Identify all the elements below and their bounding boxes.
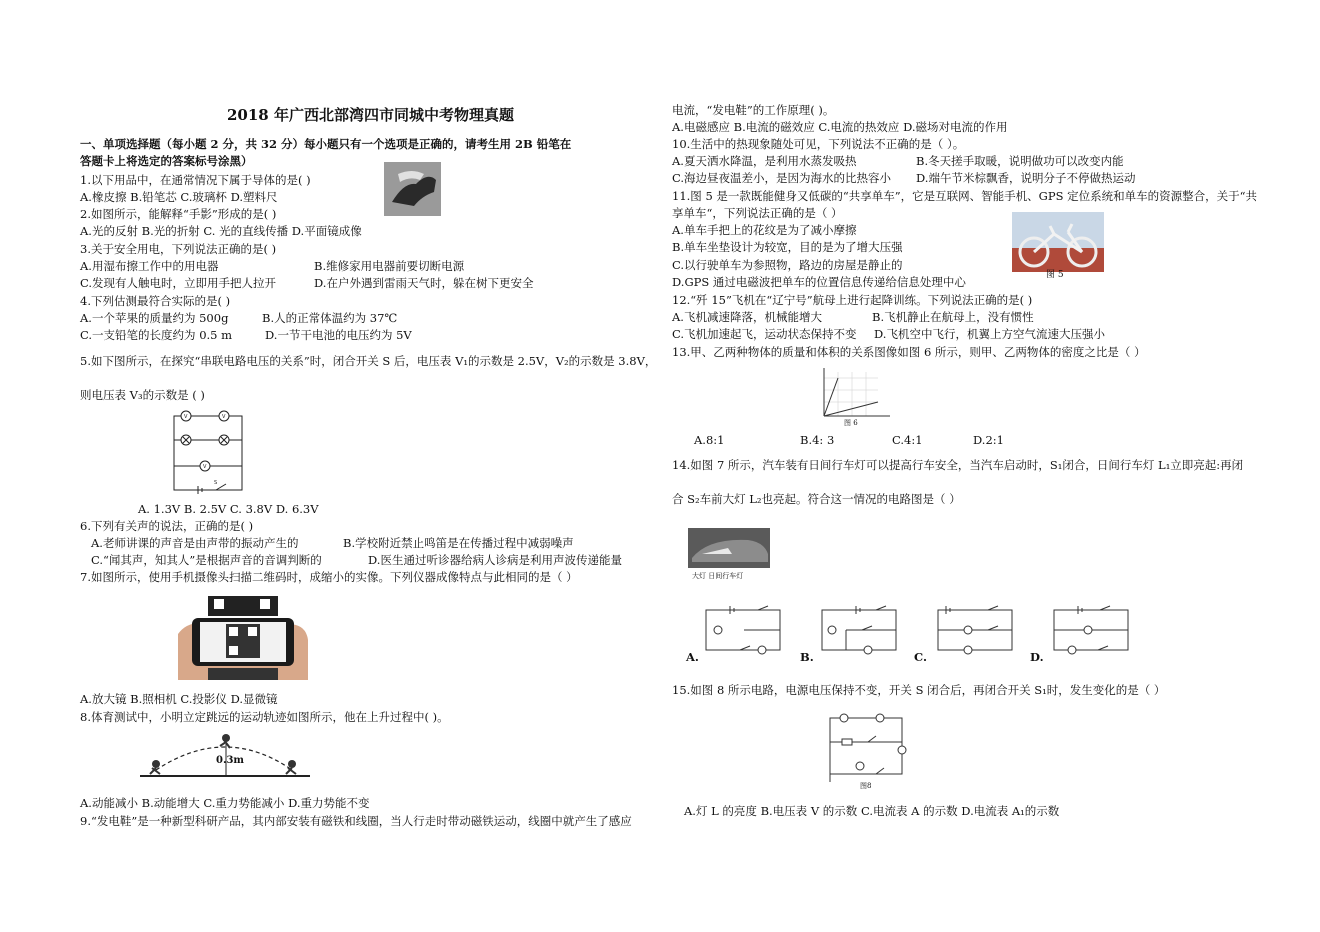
q10-stem: 10.生活中的热现象随处可见，下列说法不正确的是（ ）。: [672, 137, 965, 151]
q11-option-b: B.单车坐垫设计为较宽，目的是为了增大压强: [672, 240, 903, 254]
circuit-option-c: [932, 602, 1018, 656]
q5-options: A. 1.3V B. 2.5V C. 3.8V D. 6.3V: [138, 502, 319, 516]
q12-option-b: B.飞机静止在航母上，没有惯性: [872, 310, 1034, 324]
q11-stem-cont: 享单车“，下列说法正确的是（ ）: [672, 206, 843, 220]
q13-option-a: A.8:1: [694, 433, 725, 447]
exam-title: 2018 年广西北部湾四市同城中考物理真题: [227, 106, 514, 124]
section-heading-cont: 答题卡上将选定的答案标号涂黑）: [80, 154, 253, 168]
q6-stem: 6.下列有关声的说法，正确的是( ): [80, 519, 254, 533]
q14-stem-cont: 合 S₂车前大灯 L₂也亮起。符合这一情况的电路图是（ ）: [672, 492, 961, 506]
q14-option-c-label: C.: [914, 650, 927, 664]
q15-stem: 15.如图 8 所示电路，电源电压保持不变，开关 S 闭合后，再闭合开关 S₁时，发生变化的是（ ）: [672, 683, 1166, 697]
q10-option-c: C.海边昼夜温差小，是因为海水的比热容小: [672, 171, 892, 185]
q3-option-b: B.维修家用电器前要切断电源: [314, 259, 465, 273]
q13-option-b: B.4: 3: [800, 433, 835, 447]
circuit-option-a: [700, 602, 786, 656]
q9-stem-cont: 电流，“发电鞋”的工作原理( )。: [672, 103, 835, 117]
q3-option-c: C.发现有人触电时，立即用手把人拉开: [80, 276, 277, 290]
q11-stem: 11.图 5 是一款既能健身又低碳的“共享单车”，它是互联网、智能手机、GPS 定位系统和单车的资源整合，关于“共: [672, 189, 1258, 203]
q5-stem-cont: 则电压表 V₃的示数是 ( ): [80, 388, 205, 402]
q3-option-d: D.在户外遇到雷雨天气时，躲在树下更安全: [314, 276, 534, 290]
q4-option-b: B.人的正常体温约为 37℃: [262, 311, 398, 325]
q14-option-a-label: A.: [686, 650, 699, 664]
q11-option-a: A.单车手把上的花纹是为了减小摩擦: [672, 223, 857, 237]
q7-stem: 7.如图所示，使用手机摄像头扫描二维码时，成缩小的实像。下列仪器成像特点与此相同的是（ ）: [80, 570, 578, 584]
q12-option-c: C.飞机加速起飞，运动状态保持不变: [672, 327, 857, 341]
circuit-option-b: [816, 602, 902, 656]
q2-stem: 2.如图所示，能解释“手影”形成的是( ): [80, 207, 277, 221]
hand-shadow-photo: [384, 162, 441, 216]
series-circuit-diagram: [168, 408, 248, 496]
q10-option-a: A.夏天洒水降温，是利用水蒸发吸热: [672, 154, 857, 168]
section-heading: 一、单项选择题（每小题 2 分，共 32 分）每小题只有一个选项是正确的，请考生用 2B 铅笔在: [80, 137, 572, 151]
q9-options: A.电磁感应 B.电流的磁效应 C.电流的热效应 D.磁场对电流的作用: [672, 120, 1008, 134]
fig5-caption: 图 5: [1046, 270, 1064, 280]
q6-option-b: B.学校附近禁止鸣笛是在传播过程中减弱噪声: [343, 536, 574, 550]
q3-stem: 3.关于安全用电，下列说法正确的是( ): [80, 242, 277, 256]
q5-stem: 5.如下图所示，在探究“串联电路电压的关系”时，闭合开关 S 后，电压表 V₁的示数是 2.5V，V₂的示数是 3.8V，: [80, 354, 657, 368]
q2-options: A.光的反射 B.光的折射 C. 光的直线传播 D.平面镜成像: [80, 224, 362, 238]
q12-option-d: D.飞机空中飞行，机翼上方空气流速大压强小: [874, 327, 1105, 341]
fig8-circuit-diagram: [826, 710, 910, 786]
fig6-caption: 图 6: [844, 419, 858, 427]
q1-options: A.橡皮擦 B.铅笔芯 C.玻璃杯 D.塑料尺: [80, 190, 278, 204]
q15-options: A.灯 L 的亮度 B.电压表 V 的示数 C.电流表 A 的示数 D.电流表 A₁的示数: [684, 804, 1060, 818]
q8-options: A.动能减小 B.动能增大 C.重力势能减小 D.重力势能不变: [80, 796, 370, 810]
q11-option-c: C.以行驶单车为参照物，路边的房屋是静止的: [672, 258, 903, 272]
q10-option-d: D.端午节米棕飘香，说明分子不停做热运动: [916, 171, 1136, 185]
q13-option-d: D.2:1: [973, 433, 1004, 447]
svg-text:V: V: [222, 414, 226, 420]
svg-text:V: V: [184, 414, 188, 420]
q13-option-c: C.4:1: [892, 433, 923, 447]
q4-option-a: A.一个苹果的质量约为 500g: [80, 311, 229, 325]
svg-text:S: S: [214, 480, 218, 486]
q13-stem: 13.甲、乙两种物体的质量和体积的关系图像如图 6 所示，则甲、乙两物体的密度之比是（ ）: [672, 345, 1146, 359]
q11-option-d: D.GPS 通过电磁波把单车的位置信息传递给信息处理中心: [672, 275, 966, 289]
q14-stem: 14.如图 7 所示，汽车装有日间行车灯可以提高行车安全，当汽车启动时，S₁闭合，日间行车灯 L₁立即亮起:再闭: [672, 458, 1244, 472]
car-headlight-photo: [688, 528, 770, 576]
q8-stem: 8.体育测试中，小明立定跳远的运动轨迹如图所示，他在上升过程中( )。: [80, 710, 449, 724]
q1-stem: 1.以下用品中，在通常情况下属于导体的是( ): [80, 173, 311, 187]
q10-option-b: B.冬天搓手取暖，说明做功可以改变内能: [916, 154, 1124, 168]
q6-option-a: A.老师讲课的声音是由声带的振动产生的: [91, 536, 299, 550]
q12-option-a: A.飞机减速降落，机械能增大: [672, 310, 822, 324]
q14-option-d-label: D.: [1030, 650, 1044, 664]
q4-stem: 4.下列估测最符合实际的是( ): [80, 294, 231, 308]
q4-option-c: C.一支铅笔的长度约为 0.5 m: [80, 328, 233, 342]
q6-option-c: C.“闻其声，知其人”是根据声音的音调判断的: [91, 553, 322, 567]
q3-option-a: A.用湿布擦工作中的用电器: [80, 259, 219, 273]
fig8-caption: 图8: [860, 782, 872, 790]
car-photo-caption: 大灯 日间行车灯: [692, 572, 744, 580]
q6-option-d: D.医生通过听诊器给病人诊病是利用声波传递能量: [368, 553, 622, 567]
qr-phone-photo: [178, 594, 308, 680]
q9-stem: 9.“发电鞋”是一种新型科研产品，其内部安装有磁铁和线圈，当人行走时带动磁铁运动，线圈中就产生了感应: [80, 814, 632, 828]
q7-options: A.放大镜 B.照相机 C.投影仪 D.显微镜: [80, 692, 278, 706]
svg-text:V: V: [203, 464, 207, 470]
jump-height-label: 0.3m: [216, 755, 244, 766]
q14-option-b-label: B.: [800, 650, 814, 664]
q4-option-d: D.一节干电池的电压约为 5V: [265, 328, 412, 342]
q12-stem: 12.“歼 15”飞机在“辽宁号”航母上进行起降训练。下列说法正确的是( ): [672, 293, 1033, 307]
circuit-option-d: [1048, 602, 1134, 656]
shared-bike-photo: [1012, 212, 1104, 272]
